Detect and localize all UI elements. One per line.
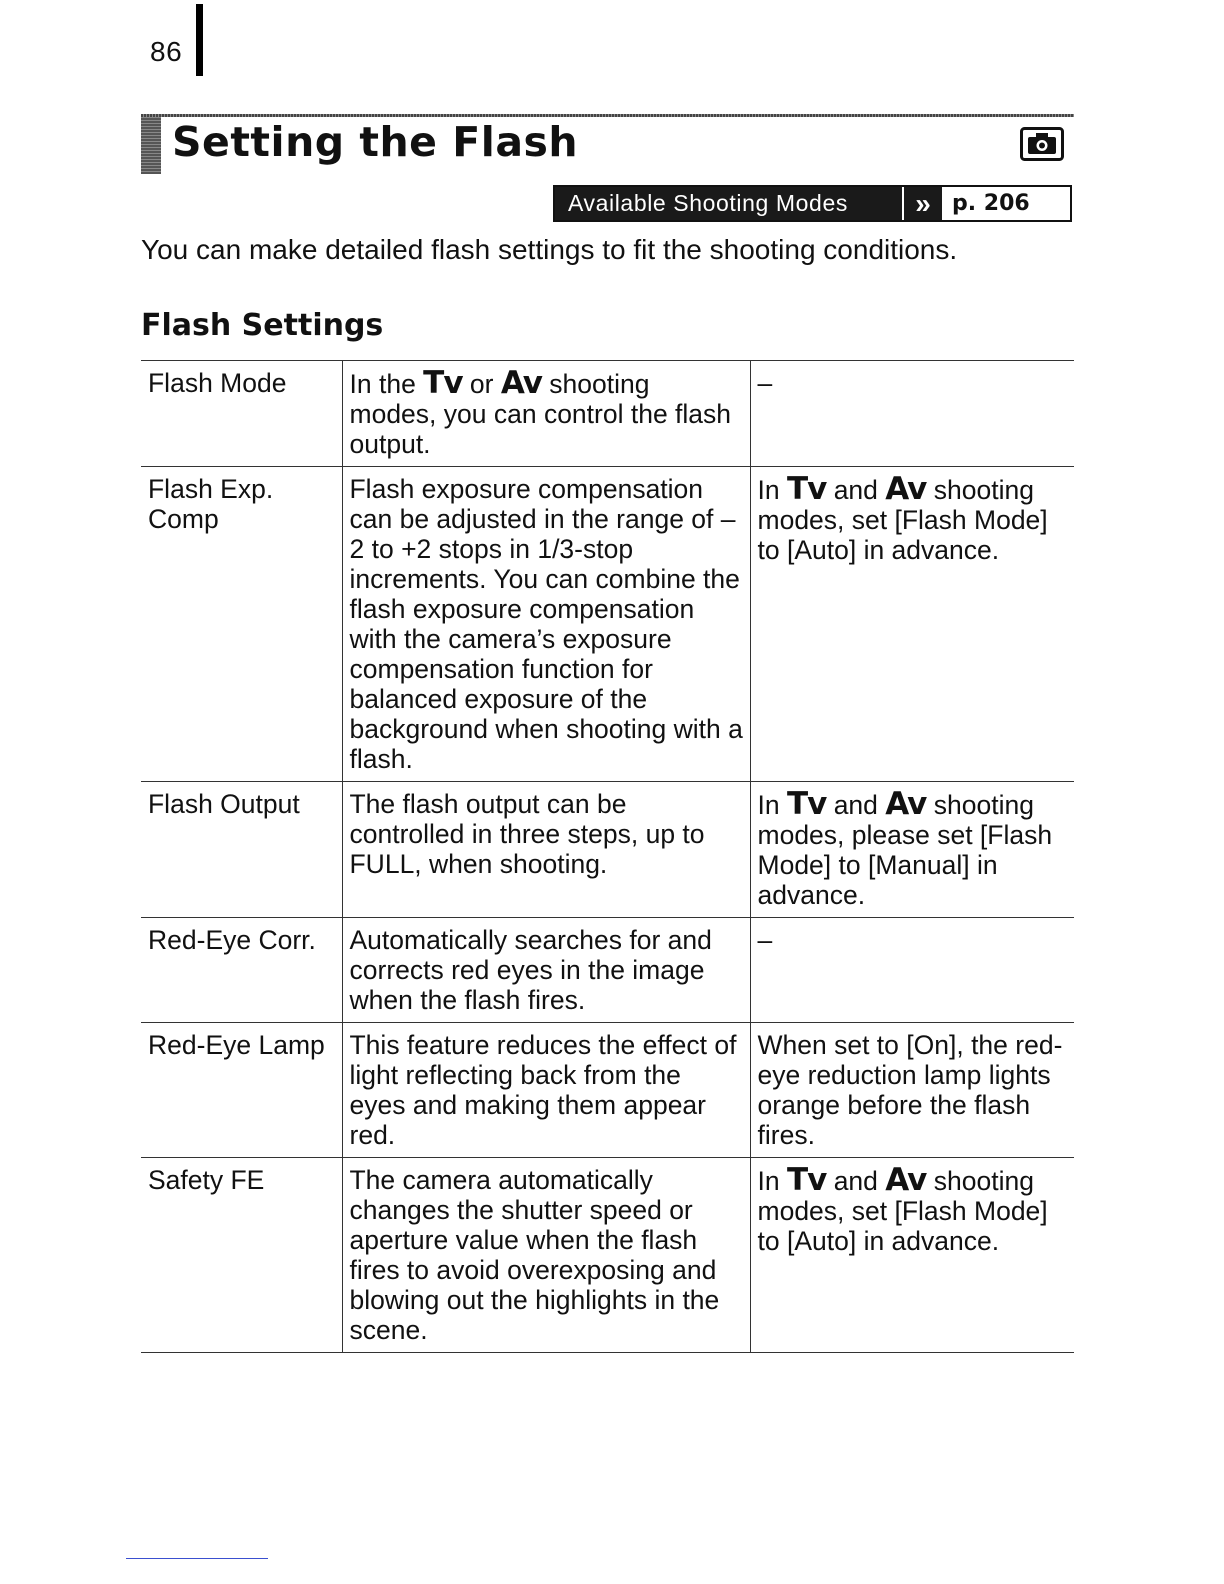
table-row (141, 1023, 1074, 1158)
av-mode-icon: Av (500, 365, 542, 401)
setting-description: Flash exposure compensation can be adjusted in the range of –2 to +2 stops in 1/3-stop increments. You can combine the flash exposure compensation with the camera’s exposure compensation function for balanced exposure of the background when shooting with a flash. (342, 467, 750, 782)
tv-mode-icon: Tv (786, 471, 827, 507)
setting-name: Red-Eye Corr. (141, 918, 342, 1023)
note-text: In (757, 475, 787, 505)
description-text: In the (349, 369, 424, 399)
setting-note: – (750, 918, 1074, 1023)
description-text: shooting modes, you can control the flash output. (349, 369, 732, 459)
setting-name: Flash Mode (141, 361, 342, 467)
setting-note: – (750, 361, 1074, 467)
page-title: Setting the Flash (172, 118, 579, 166)
setting-description: The flash output can be controlled in three steps, up to FULL, when shooting. (342, 782, 750, 918)
page-number: 86 (150, 36, 183, 67)
available-modes-page-link[interactable]: p. 206 (952, 191, 1030, 216)
title-rule (141, 114, 1074, 117)
av-mode-icon: Av (885, 1162, 927, 1198)
tv-mode-icon: Tv (423, 365, 463, 401)
setting-description: This feature reduces the effect of light reflecting back from the eyes and making them appear red. (342, 1023, 750, 1158)
flash-settings-table (141, 360, 1074, 1353)
note-text: and (826, 475, 886, 505)
available-modes-box (553, 185, 1072, 222)
setting-name: Safety FE (141, 1158, 342, 1353)
av-mode-icon: Av (885, 471, 927, 507)
table-row (141, 782, 1074, 918)
setting-note (750, 782, 1074, 918)
section-heading: Flash Settings (141, 308, 384, 343)
note-text: shooting modes, set [Flash Mode] to [Auto] in advance. (757, 1166, 1048, 1256)
intro-text: You can make detailed flash settings to fit the shooting conditions. (141, 234, 958, 265)
setting-name: Flash Output (141, 782, 342, 918)
table-row (141, 1158, 1074, 1353)
setting-note (750, 1158, 1074, 1353)
note-text: shooting modes, please set [Flash Mode] to [Manual] in advance. (757, 790, 1053, 910)
note-text: and (826, 790, 886, 820)
note-text: and (826, 1166, 886, 1196)
table-row (141, 467, 1074, 782)
tv-mode-icon: Tv (786, 1162, 827, 1198)
page-number-bar (196, 4, 203, 76)
footer-rule (126, 1558, 268, 1559)
description-text: or (462, 369, 501, 399)
camera-icon (1020, 127, 1064, 161)
setting-description (342, 361, 750, 467)
av-mode-icon: Av (885, 786, 927, 822)
setting-description: The camera automatically changes the shutter speed or aperture value when the flash fires to avoid overexposing and blowing out the highlights in the scene. (342, 1158, 750, 1353)
note-text: shooting modes, set [Flash Mode] to [Auto] in advance. (757, 475, 1048, 565)
tv-mode-icon: Tv (786, 786, 827, 822)
double-chevron-icon: » (902, 187, 942, 220)
setting-note: When set to [On], the red-eye reduction lamp lights orange before the flash fires. (750, 1023, 1074, 1158)
setting-name: Red-Eye Lamp (141, 1023, 342, 1158)
note-text: In (757, 1166, 787, 1196)
available-modes-label: Available Shooting Modes (555, 187, 902, 220)
table-row (141, 918, 1074, 1023)
table-row (141, 361, 1074, 467)
setting-note (750, 467, 1074, 782)
setting-name: Flash Exp. Comp (141, 467, 342, 782)
setting-description: Automatically searches for and corrects red eyes in the image when the flash fires. (342, 918, 750, 1023)
title-marker (141, 117, 161, 174)
note-text: In (757, 790, 787, 820)
